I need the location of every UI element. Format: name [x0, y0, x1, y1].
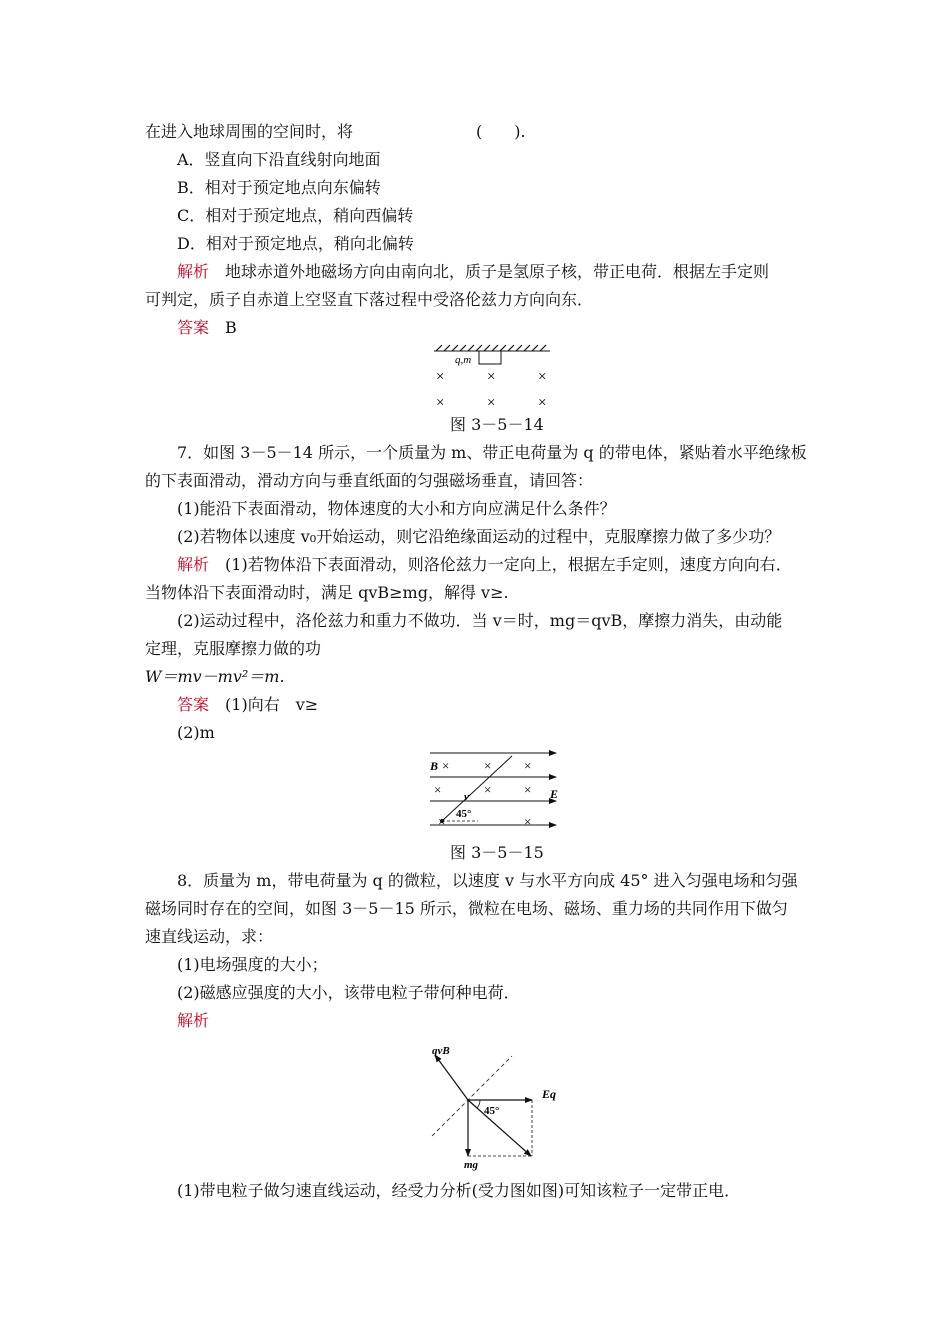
- label-q-m: q,m: [455, 354, 472, 366]
- field-cross: ×: [538, 369, 547, 385]
- label-qvb: qvB: [432, 1045, 450, 1057]
- q6-option-b: B．相对于预定地点向东偏转: [177, 178, 381, 197]
- field-cross: ×: [442, 758, 450, 773]
- q6-answer: 答案 B: [177, 318, 237, 337]
- q7-stem-line-1: 7．如图 3－5－14 所示，一个质量为 m、带正电荷量为 q 的带电体，紧贴着水平绝缘板: [177, 443, 807, 462]
- analysis-label: 解析: [177, 262, 210, 281]
- q8-stem-line-2: 磁场同时存在的空间，如图 3－5－15 所示，微粒在电场、磁场、重力场的共同作用下做匀: [145, 899, 788, 918]
- q8-analysis-line-1: (1)带电粒子做匀速直线运动，经受力分析(受力图如图)可知该粒子一定带正电．: [177, 1181, 741, 1200]
- q8-analysis-label: 解析: [177, 1011, 210, 1030]
- q7-analysis-line-1: 解析 (1)若物体沿下表面滑动，则洛伦兹力一定向上，根据左手定则，速度方向向右．: [177, 555, 792, 574]
- field-cross: ×: [434, 782, 442, 797]
- label-e: E: [550, 787, 559, 801]
- answer-label: 答案: [177, 318, 210, 337]
- label-eq: Eq: [542, 1087, 557, 1101]
- q7-answer-line-2: (2)m: [177, 723, 215, 742]
- insulating-board: [434, 345, 550, 351]
- label-45-degrees: 45°: [456, 808, 472, 820]
- q6-option-c: C．相对于预定地点，稍向西偏转: [177, 206, 414, 225]
- figure-caption-3-5-14: 图 3－5－14: [450, 415, 544, 434]
- field-cross: ×: [484, 758, 492, 773]
- resultant-vector: [468, 1100, 531, 1156]
- lorentz-force-vector: [435, 1055, 468, 1100]
- q7-analysis-line-2: 当物体沿下表面滑动时，满足 qvB≥mg，解得 v≥.: [145, 583, 509, 602]
- field-cross: ×: [524, 758, 532, 773]
- angle-arc: [477, 1100, 480, 1108]
- q7-analysis-line-4: 定理，克服摩擦力做的功: [145, 639, 322, 658]
- figure-3-5-15: [428, 748, 568, 838]
- q6-answer-paren: ( ).: [476, 122, 526, 141]
- field-cross: ×: [524, 814, 532, 829]
- field-cross: ×: [438, 814, 446, 829]
- field-cross: ×: [538, 395, 547, 411]
- q8-sub-2: (2)磁感应强度的大小，该带电粒子带何种电荷．: [177, 983, 520, 1002]
- q6-option-a: A．竖直向下沿直线射向地面: [177, 150, 381, 169]
- field-cross: ×: [487, 369, 496, 385]
- field-cross: ×: [436, 395, 445, 411]
- analysis-label: 解析: [177, 555, 210, 574]
- q8-stem-line-1: 8．质量为 m，带电荷量为 q 的微粒，以速度 v 与水平方向成 45° 进入匀强电场和匀强: [177, 871, 798, 890]
- figure-caption-3-5-15: 图 3－5－15: [450, 843, 544, 862]
- q8-sub-1: (1)电场强度的大小；: [177, 955, 328, 974]
- field-cross: ×: [487, 395, 496, 411]
- answer-label: 答案: [177, 695, 210, 714]
- q7-analysis-line-3: (2)运动过程中，洛伦兹力和重力不做功．当 v＝时，mg＝qvB，摩擦力消失，由动能: [177, 611, 783, 630]
- field-cross: ×: [524, 782, 532, 797]
- q8-stem-line-3: 速直线运动，求：: [145, 927, 274, 946]
- q6-option-d: D．相对于预定地点，稍向北偏转: [177, 234, 414, 253]
- label-b: B: [430, 759, 439, 773]
- q6-analysis-line-1: 解析 地球赤道外地磁场方向由南向北，质子是氢原子核，带正电荷．根据左手定则: [177, 262, 770, 281]
- particle-path: [442, 756, 512, 821]
- q7-sub-2: (2)若物体以速度 v₀开始运动，则它沿绝缘面运动的过程中，克服摩擦力做了多少功？: [177, 527, 781, 546]
- q7-analysis-line-5: W＝mv－mv²＝m.: [145, 667, 285, 686]
- field-cross: ×: [484, 782, 492, 797]
- q6-analysis-line-2: 可判定，质子自赤道上空竖直下落过程中受洛伦兹力方向向东．: [145, 290, 594, 309]
- force-diagram: [428, 1042, 568, 1172]
- q7-answer-line-1: 答案 (1)向右 v≥: [177, 695, 319, 714]
- figure-3-5-14: [432, 342, 562, 412]
- field-cross: ×: [436, 369, 445, 385]
- q7-stem-line-2: 的下表面滑动，滑动方向与垂直纸面的匀强磁场垂直，请回答：: [145, 471, 594, 490]
- label-45-degrees: 45°: [484, 1105, 500, 1117]
- q6-stem-tail: 在进入地球周围的空间时，将: [145, 122, 354, 141]
- charged-block: [479, 351, 501, 364]
- label-mg: mg: [464, 1159, 479, 1171]
- q7-sub-1: (1)能沿下表面滑动，物体速度的大小和方向应满足什么条件？: [177, 499, 616, 518]
- label-v: v: [464, 791, 469, 803]
